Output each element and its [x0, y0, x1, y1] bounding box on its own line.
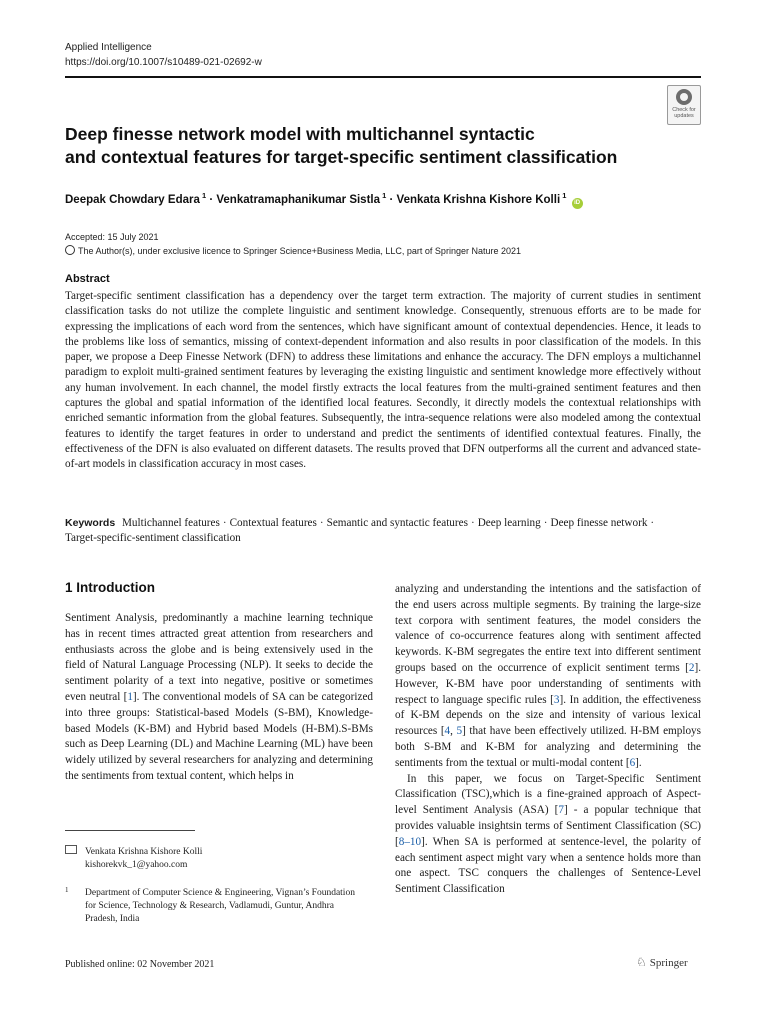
doi-link[interactable]: https://doi.org/10.1007/s10489-021-02692-w: [65, 57, 262, 68]
citation-link[interactable]: 1: [127, 690, 133, 703]
title-line-2: and contextual features for target-specific sentiment classification: [65, 147, 618, 167]
keyword-separator: ·: [222, 517, 227, 529]
keywords: [65, 516, 705, 547]
author-separator: ·: [389, 193, 394, 206]
corresponding-email[interactable]: kishorekvk_1@yahoo.com: [85, 860, 188, 870]
keyword-separator: ·: [319, 517, 324, 529]
footnote-rule: [65, 830, 195, 831]
author-list: [65, 191, 583, 209]
affiliation: [65, 887, 365, 926]
published-online: Published online: 02 November 2021: [65, 959, 215, 970]
intro-paragraph-continued: analyzing and understanding the intentions and the satisfaction of the end users across multiple segments. By training the large-size text corpora with sentiment features, the model considers the valence of co-occurrence features along with sentiment affected keywords. K-BM segregates the entire text into different sentiment groups based on the occurrence of explicit sentiment terms [2]. However, K-BM have poor understanding of sentiments with respect to language specific rules [3]. In addition, the effectiveness of K-BM depends on the size and intensity of various lexical resources [4, 5] that have been effectively utilized. H-BM employs both S-BM and K-BM for analyzing and determining the sentiments from the textual or multi-modal content [6].: [395, 583, 701, 769]
abstract-heading: Abstract: [65, 273, 110, 285]
crossmark-icon: [676, 89, 692, 105]
author-name[interactable]: Venkata Krishna Kishore Kolli: [396, 193, 561, 206]
publication-meta: [65, 230, 521, 258]
intro-paragraph: Sentiment Analysis, predominantly a machine learning technique has in recent times attracted great attention from researchers and enthusiasts across the globe and is being extensively used in the field of Natural Language Processing (NLP). It seeks to decide the sentiment polarity of a text into negative, positive or sometimes even neutral [1]. The conventional models of SA can be categorized into three groups: Statistical-based Models (S-BM), Knowledge-based Models (K-BM) and Hybrid based Models (H-BM).S-BMs such as Deep Learning (DL) and Machine Learning (ML) have been widely utilized by several researchers for analyzing and determining the sentiments from textual content, which helps in: [65, 612, 374, 782]
citation-link[interactable]: 5: [456, 725, 463, 738]
author-name[interactable]: Venkatramaphanikumar Sistla: [216, 193, 381, 206]
journal-name: Applied Intelligence: [65, 42, 152, 53]
keyword-separator: ·: [650, 517, 655, 529]
envelope-icon: [65, 845, 77, 854]
keywords-label: Keywords: [65, 517, 116, 529]
intro-paragraph: In this paper, we focus on Target-Specific Sentiment Classification (TSC),which is a fine-grained approach of Aspect-level Sentiment Analysis (ASA) [7] - a popular technique that provides valuable insightsin terms of Sentiment Classification (SC) [8–10]. When SA is performed at sentence-level, the polarity of each sentiment aspect might vary when a sentence holds more than one aspect. TSC conquers the challenges of Sentence-Level Sentiment Classification: [395, 772, 701, 896]
title-line-1: Deep finesse network model with multichannel syntactic: [65, 124, 535, 144]
keyword: Deep finesse network: [550, 517, 648, 529]
affiliation-text: Department of Computer Science & Engineering, Vignan’s Foundation for Science, Technology & Research, Vadlamudi, Guntur, Andhra Pradesh, India: [85, 888, 355, 924]
check-for-updates-badge[interactable]: [667, 85, 701, 125]
paper-title: [65, 123, 665, 169]
keyword: Target-specific-sentiment classification: [65, 532, 241, 545]
citation-link[interactable]: 7: [558, 804, 564, 817]
author-affiliation-mark: 1: [201, 191, 207, 200]
crossmark-line1: Check for: [672, 107, 696, 113]
abstract-text: Target-specific sentiment classification has a dependency over the target term extraction. The majority of current studies in sentiment classification tasks do not utilize the complete linguistic and sentiment knowledge. Consequently, strenuous efforts are to be made for expressing the implications of each word from the sentences, which have significant amount of contextual dependencies. Hence, it leads to the problems like loss of semantics, missing of context-dependent information and also results in poor classification of the models. In this paper, we propose a Deep Finesse Network (DFN) to address these limitations and enhance the accuracy. The DFN employs a multichannel paradigm to exploit multi-grained sentiment features by leveraging the existing linguistic and sentiment knowledge more effectively without any human involvement. In each channel, the model firstly extracts the local features from the multi-grained sentiment features and then captures the global and spatial information of the identified local features. Secondly, it directly models the contextual relationships with enriched semantic information from the global features. Subsequently, the intra-sequence relations were also modeled among the contextual features to identify the target features in order to understand and predict the sentiments of identified contextual features. Finally, the effectiveness of the DFN is also evaluated on different datasets. The results proved that DFN outperforms all the current and advanced state-of-art models in classification accuracy in most cases.: [65, 290, 701, 471]
citation-link[interactable]: 2: [688, 661, 695, 674]
publisher-name: Springer: [649, 957, 688, 969]
keyword: Contextual features: [229, 517, 317, 529]
author-name[interactable]: Deepak Chowdary Edara: [65, 193, 200, 206]
springer-horse-icon: ♘: [636, 955, 647, 969]
citation-link[interactable]: 8–10: [398, 835, 422, 848]
crossmark-line2: updates: [674, 113, 694, 119]
keyword-separator: ·: [470, 517, 475, 529]
citation-link[interactable]: 6: [629, 756, 636, 769]
header-rule: [65, 76, 701, 78]
publisher-logo: [636, 955, 688, 970]
keyword: Multichannel features: [121, 517, 220, 529]
left-column: [65, 611, 373, 785]
keyword: Deep learning: [477, 517, 541, 529]
author-separator: ·: [209, 193, 214, 206]
copyright-notice: [65, 244, 521, 258]
section-heading: 1 Introduction: [65, 580, 155, 595]
orcid-icon[interactable]: iD: [572, 198, 583, 209]
right-column: [395, 582, 701, 898]
journal-header: [65, 40, 262, 70]
keyword: Semantic and syntactic features: [326, 517, 468, 529]
keyword-separator: ·: [543, 517, 548, 529]
citation-link[interactable]: 3: [553, 693, 560, 706]
accepted-date: Accepted: 15 July 2021: [65, 232, 159, 242]
author-affiliation-mark: 1: [562, 191, 567, 200]
corresponding-name: Venkata Krishna Kishore Kolli: [85, 847, 203, 857]
corresponding-author: [65, 845, 202, 872]
copyright-icon: [65, 245, 75, 255]
affiliation-number: 1: [65, 886, 69, 894]
copyright-text: The Author(s), under exclusive licence to Springer Science+Business Media, LLC, part of Springer Nature 2021: [78, 246, 521, 256]
author-affiliation-mark: 1: [382, 191, 387, 200]
citation-link[interactable]: 4: [444, 725, 451, 738]
